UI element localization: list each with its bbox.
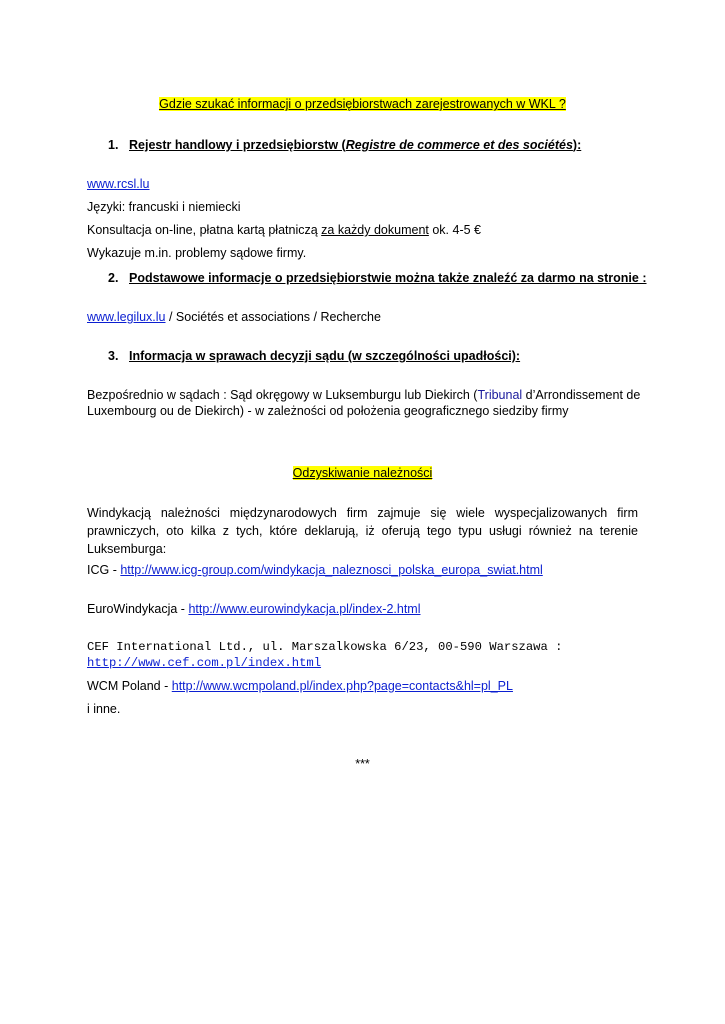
recovery-line-2: prawniczych, oto kilka z tych, które deklarują, iż oferują tego typu usługi również na terenie xyxy=(87,524,638,538)
courts-line-1-before: Bezpośrednio w sądach : Sąd okręgowy w Luksemburgu lub Diekirch ( xyxy=(87,388,478,402)
icg-link[interactable]: http://www.icg-group.com/windykacja_naleznosci_polska_europa_swiat.html xyxy=(120,563,543,577)
section-1-title xyxy=(108,137,581,153)
rcsl-languages: Języki: francuski i niemiecki xyxy=(87,200,241,214)
main-heading-text: Gdzie szukać informacji o przedsiębiorstwach zarejestrowanych w WKL ? xyxy=(159,97,566,111)
main-heading xyxy=(0,96,725,112)
legilux-line xyxy=(87,309,381,325)
eurowindykacja-line xyxy=(87,601,421,617)
cef-text: CEF International Ltd., ul. Marszalkowska 6/23, 00-590 Warszawa : xyxy=(87,640,563,654)
section-2-title-text: Podstawowe informacje o przedsiębiorstwie można także znaleźć za darmo na stronie : xyxy=(129,271,647,285)
section-1-title-italic: Registre de commerce et des sociétés xyxy=(345,138,573,152)
section-2-number: 2. xyxy=(108,271,119,285)
rcsl-link-line xyxy=(87,176,150,192)
courts-line-1-after: d’Arrondissement de xyxy=(522,388,641,402)
legilux-link[interactable]: www.legilux.lu xyxy=(87,310,166,324)
recovery-heading xyxy=(0,465,725,481)
legilux-path: / Sociétés et associations / Recherche xyxy=(165,310,381,324)
section-3-number: 3. xyxy=(108,349,119,363)
wcm-link[interactable]: http://www.wcmpoland.pl/index.php?page=contacts&hl=pl_PL xyxy=(171,679,513,693)
wcm-line xyxy=(87,678,513,694)
recovery-heading-text: Odzyskiwanie należności xyxy=(292,466,433,480)
rcsl-consultation-underlined: za każdy dokument xyxy=(321,223,429,237)
others-text: i inne. xyxy=(87,702,121,716)
courts-line-2: Luxembourg ou de Diekirch) - w zależności od położenia geograficznego siedziby firmy xyxy=(87,404,569,418)
rcsl-link[interactable]: www.rcsl.lu xyxy=(87,177,150,191)
courts-line-1-blue: Tribunal xyxy=(477,388,523,402)
courts-line-1 xyxy=(87,387,640,403)
section-3-title xyxy=(108,348,520,364)
section-1-title-before: Rejestr handlowy i przedsiębiorstw ( xyxy=(129,138,346,152)
cef-link[interactable]: http://www.cef.com.pl/index.html xyxy=(87,656,322,670)
rcsl-shows: Wykazuje m.in. problemy sądowe firmy. xyxy=(87,246,307,260)
icg-label: ICG - xyxy=(87,563,121,577)
rcsl-consultation xyxy=(87,222,481,238)
eurowindykacja-link[interactable]: http://www.eurowindykacja.pl/index-2.html xyxy=(188,602,421,616)
section-2-title xyxy=(108,270,647,286)
recovery-line-3: Luksemburga: xyxy=(87,542,167,556)
separator: *** xyxy=(355,757,370,771)
wcm-label: WCM Poland - xyxy=(87,679,172,693)
cef-link-line xyxy=(87,655,321,671)
eurowindykacja-label: EuroWindykacja - xyxy=(87,602,189,616)
recovery-line-1: Windykacją należności międzynarodowych firm zajmuje się wiele wyspecjalizowanych firm xyxy=(87,506,638,520)
section-1-number: 1. xyxy=(108,138,119,152)
rcsl-consultation-before: Konsultacja on-line, płatna kartą płatniczą xyxy=(87,223,322,237)
icg-line xyxy=(87,562,543,578)
section-1-title-after: ): xyxy=(572,138,582,152)
section-3-title-text: Informacja w sprawach decyzji sądu (w szczególności upadłości): xyxy=(129,349,521,363)
rcsl-consultation-after: ok. 4-5 € xyxy=(428,223,481,237)
